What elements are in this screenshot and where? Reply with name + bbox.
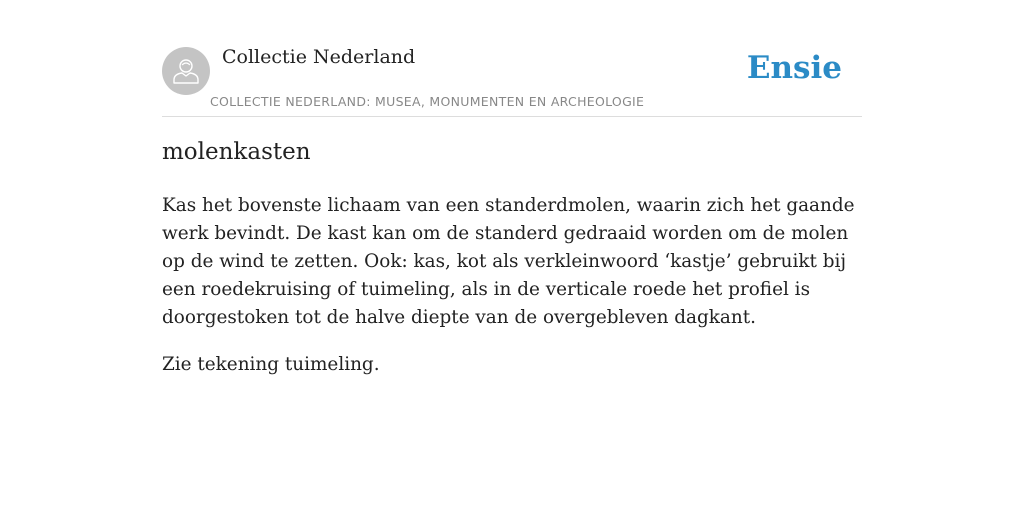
- see-also-text: Zie tekening tuimeling.: [162, 354, 380, 375]
- term-title: molenkasten: [162, 139, 311, 165]
- source-label[interactable]: COLLECTIE NEDERLAND: MUSEA, MONUMENTEN EN ARCHEOLOGIE: [210, 94, 645, 109]
- author-name[interactable]: Collectie Nederland: [222, 46, 416, 68]
- definition-text: Kas het bovenste lichaam van een standerdmolen, waarin zich het gaande werk bevindt. De kast kan om de standerd gedraaid worden om de molen op de wind te zetten. Ook: kas, kot als verkleinwoord ‘kastje’ gebruikt bij een roedekruising of tuimeling, als in de verticale roede het profiel is doorgestoken tot de halve diepte van de overgebleven dagkant.: [162, 195, 855, 328]
- avatar[interactable]: [162, 47, 210, 95]
- user-icon: [171, 56, 201, 86]
- brand-logo[interactable]: Ensie: [746, 50, 842, 86]
- author-header: [162, 44, 862, 117]
